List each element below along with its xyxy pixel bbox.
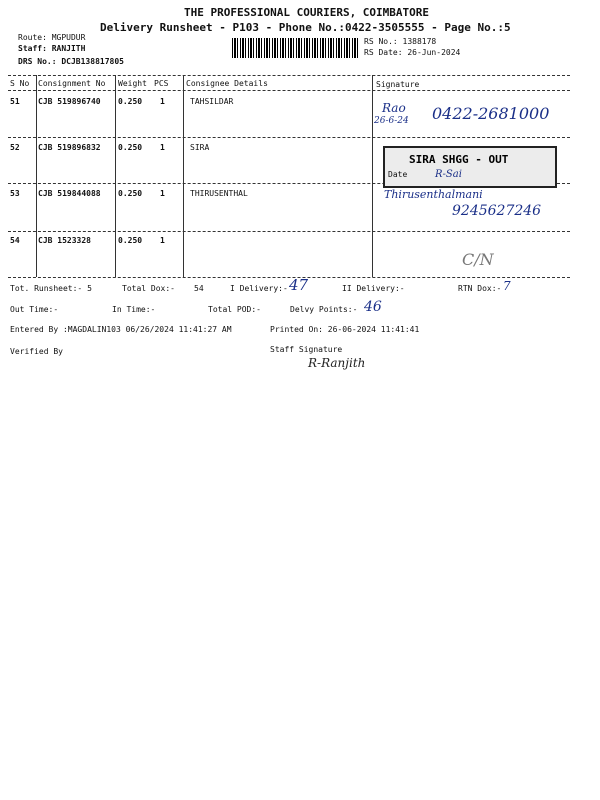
- row-consignment: CJB 1523328: [38, 236, 91, 245]
- row-consignee: SIRA: [190, 143, 210, 152]
- col-header-pcs: PCS: [154, 79, 169, 88]
- row-consignee: TAHSILDAR: [190, 97, 234, 106]
- signature-row51: Rao: [382, 101, 406, 115]
- runsheet-title: Delivery Runsheet - P103 - Phone No.:0422-3505555 - Page No.:5: [100, 21, 511, 34]
- col-header-consignee: Consignee Details: [186, 79, 268, 88]
- row-sno: 53: [10, 189, 20, 198]
- out-time-label: Out Time:-: [10, 305, 59, 314]
- row-consignment: CJB 519844088: [38, 189, 101, 198]
- drs-number: DRS No.: DCJB138817805: [18, 57, 124, 66]
- rs-date: RS Date: 26-Jun-2024: [364, 48, 461, 57]
- entered-by: Entered By :MAGDALIN103 06/26/2024 11:41:27 AM: [10, 325, 232, 334]
- phone-row51: 0422-2681000: [432, 104, 550, 123]
- i-delivery-value: 47: [289, 276, 309, 294]
- column-rule: [372, 75, 373, 277]
- note-row54: C/N: [462, 250, 494, 269]
- row-consignment: CJB 519896740: [38, 97, 101, 106]
- stamp: [383, 146, 557, 188]
- row-consignee: THIRUSENTHAL: [190, 189, 248, 198]
- row-pcs: 1: [160, 236, 165, 245]
- stamp-date-label: Date: [388, 170, 408, 179]
- phone-row53: 9245627246: [452, 203, 542, 219]
- verified-by: Verified By: [10, 347, 63, 356]
- row-sno: 52: [10, 143, 20, 152]
- ii-delivery-label: II Delivery:-: [342, 284, 405, 293]
- tot-runsheet: Tot. Runsheet:- 5: [10, 284, 92, 293]
- staff-signature-label: Staff Signature: [270, 345, 343, 354]
- printed-on: Printed On: 26-06-2024 11:41:41: [270, 325, 420, 334]
- total-pod-label: Total POD:-: [208, 305, 261, 314]
- row-pcs: 1: [160, 189, 165, 198]
- col-header-weight: Weight: [118, 79, 147, 88]
- column-rule: [115, 75, 116, 277]
- col-header-signature: Signature: [376, 80, 420, 89]
- row-pcs: 1: [160, 97, 165, 106]
- column-rule: [36, 75, 37, 277]
- divider: [8, 137, 570, 138]
- total-dox-label: Total Dox:-: [122, 284, 175, 293]
- stamp-text: SIRA SHGG - OUT: [409, 153, 509, 166]
- row-consignment: CJB 519896832: [38, 143, 101, 152]
- i-delivery-label: I Delivery:-: [230, 284, 288, 293]
- row-sno: 54: [10, 236, 20, 245]
- divider: [8, 231, 570, 232]
- divider: [8, 90, 570, 91]
- in-time-label: In Time:-: [112, 305, 156, 314]
- stamp-signature: R-Sai: [435, 169, 462, 180]
- staff-label: Staff: RANJITH: [18, 44, 86, 53]
- divider: [8, 75, 570, 76]
- barcode: [232, 38, 360, 58]
- row-weight: 0.250: [118, 97, 143, 106]
- row-pcs: 1: [160, 143, 165, 152]
- row-weight: 0.250: [118, 236, 143, 245]
- row-weight: 0.250: [118, 189, 143, 198]
- company-name: THE PROFESSIONAL COURIERS, COIMBATORE: [184, 6, 430, 19]
- rs-number: RS No.: 1388178: [364, 37, 437, 46]
- row-weight: 0.250: [118, 143, 143, 152]
- col-header-consignment: Consignment No: [38, 79, 106, 88]
- col-header-sno: S No: [10, 79, 30, 88]
- row-sno: 51: [10, 97, 20, 106]
- date-row51: 26-6-24: [374, 116, 409, 126]
- route-label: Route: MGPUDUR: [18, 33, 86, 42]
- delvy-points-label: Delvy Points:-: [290, 305, 358, 314]
- delvy-points-value: 46: [364, 299, 382, 315]
- name-row53: Thirusenthalmani: [384, 188, 483, 201]
- staff-signature: R-Ranjith: [308, 356, 366, 370]
- total-dox-value: 54: [194, 284, 204, 293]
- rtn-dox-label: RTN Dox:-: [458, 284, 502, 293]
- rtn-dox-value: 7: [503, 279, 511, 293]
- column-rule: [183, 75, 184, 277]
